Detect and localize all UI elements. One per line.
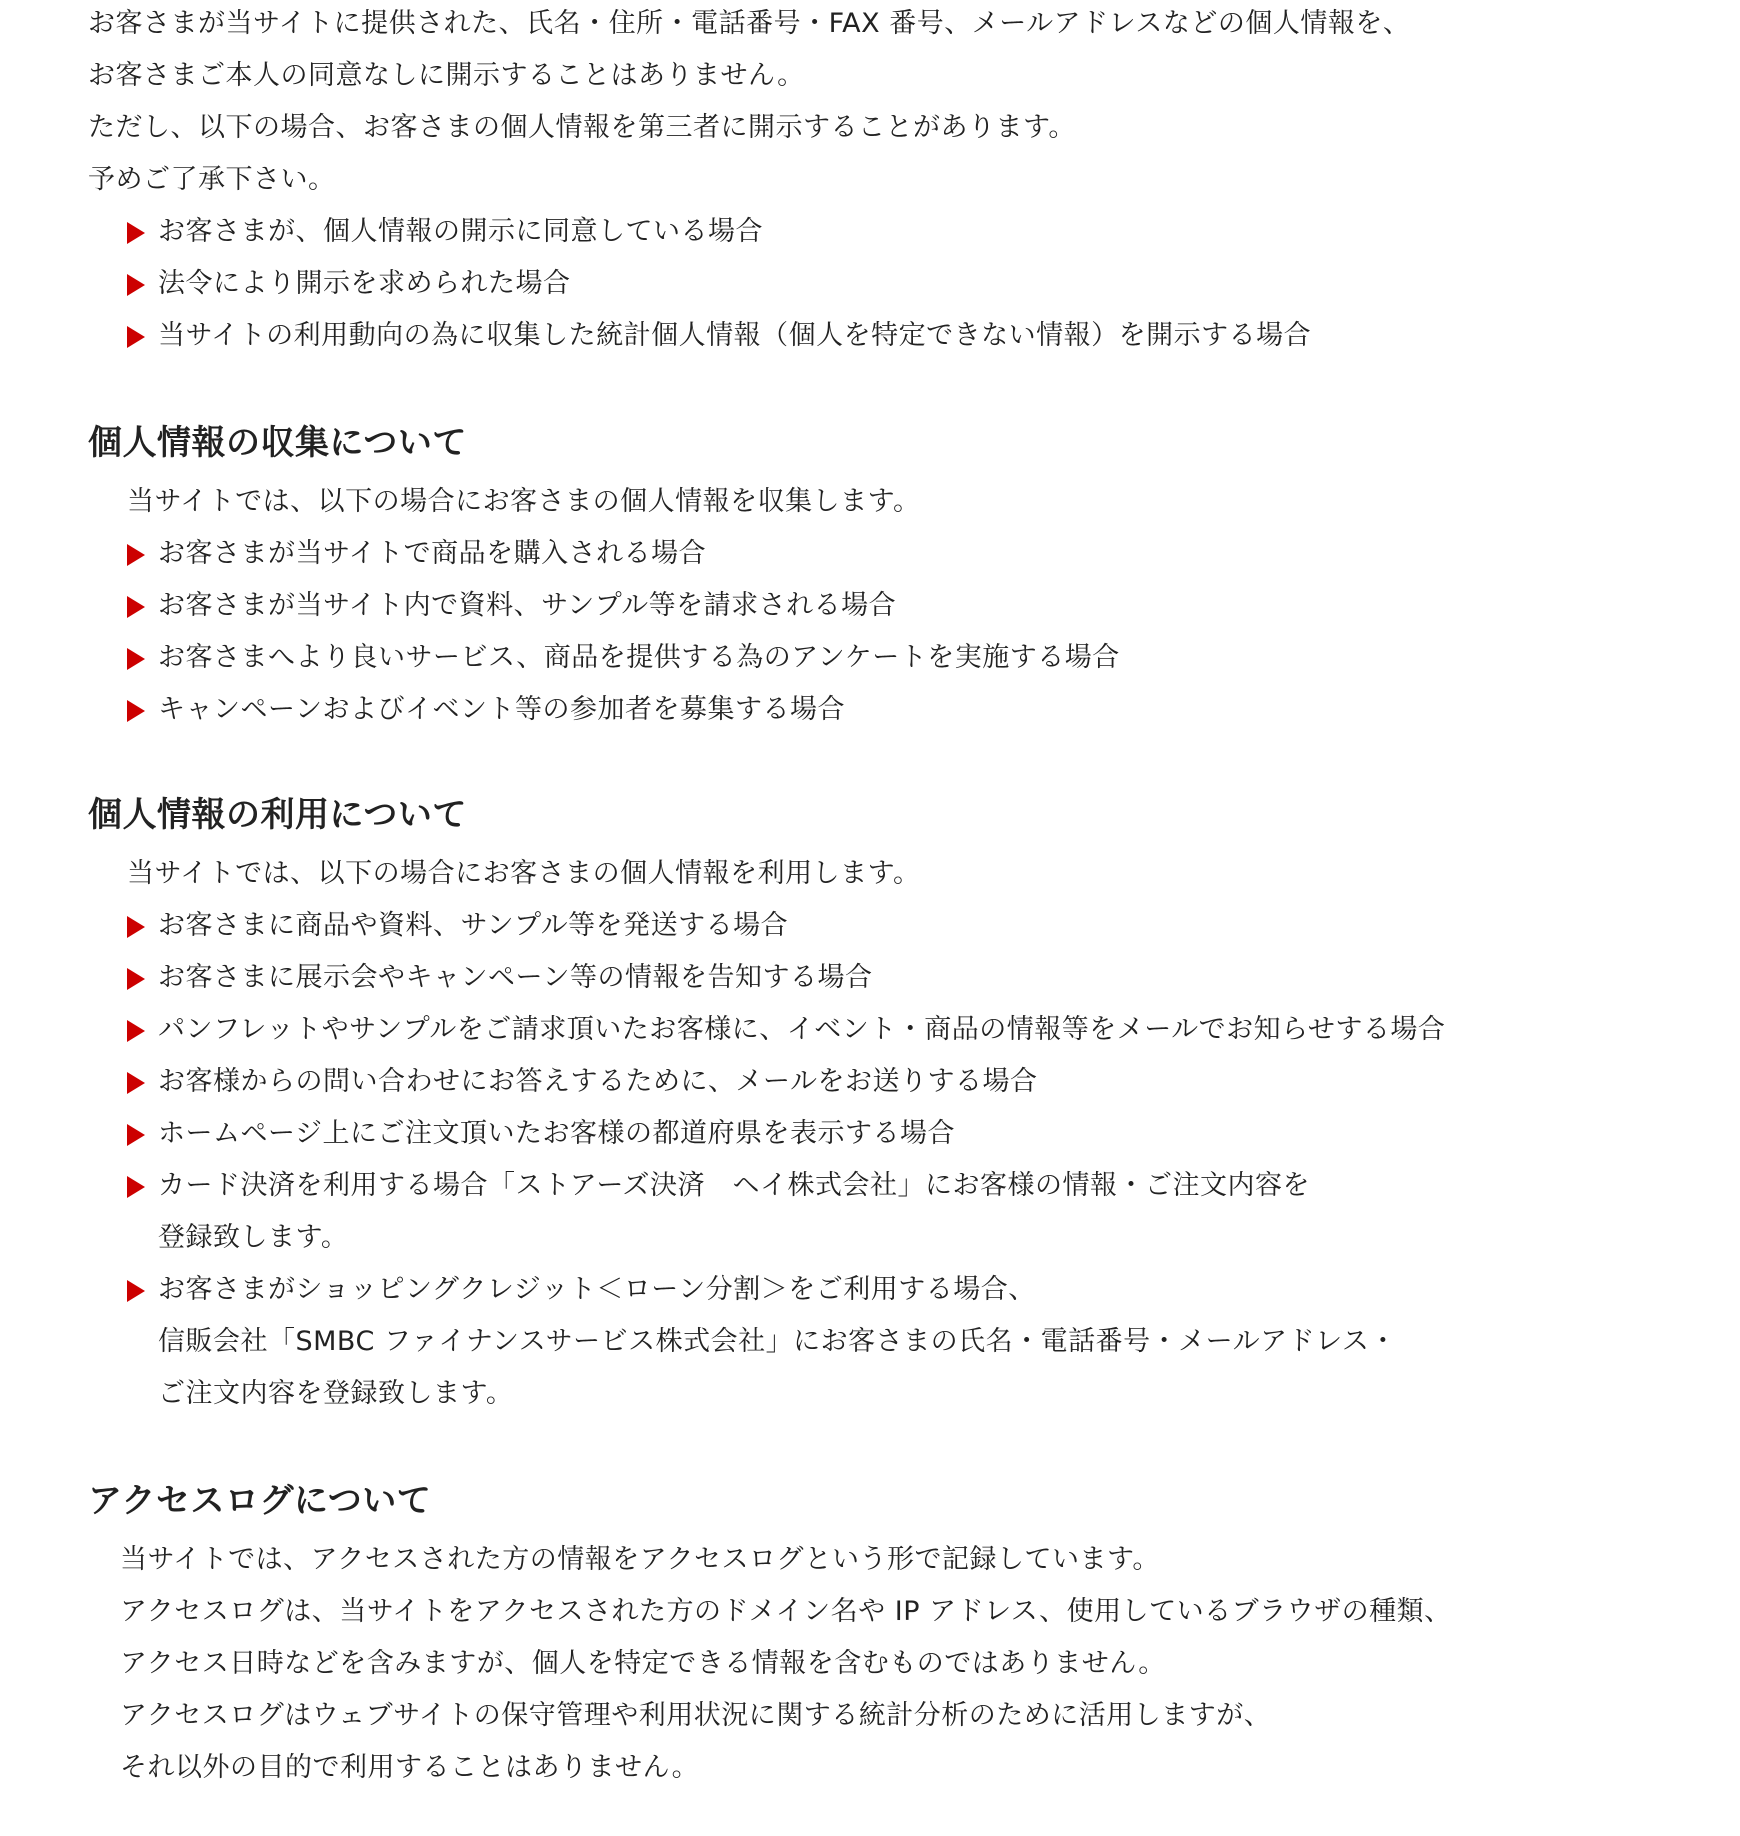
usage-list-item: お客さまがショッピングクレジット＜ローン分割＞をご利用する場合、 [158,1274,1036,1305]
accesslog-line: それ以外の目的で利用することはありません。 [120,1752,700,1783]
collection-heading: 個人情報の収集について [88,423,467,463]
usage-list-item: お客さまに商品や資料、サンプル等を発送する場合 [158,910,789,941]
bullet-triangle-icon [127,544,145,566]
bullet-triangle-icon [127,1124,145,1146]
disclosure-list-item: お客さまが、個人情報の開示に同意している場合 [158,216,763,247]
disclosure-intro-line: お客さまご本人の同意なしに開示することはありません。 [88,60,805,91]
accesslog-heading: アクセスログについて [88,1481,432,1521]
disclosure-list-item: 法令により開示を求められた場合 [158,268,571,299]
accesslog-line: アクセス日時などを含みますが、個人を特定できる情報を含むものではありません。 [120,1648,1166,1679]
disclosure-intro-line: ただし、以下の場合、お客さまの個人情報を第三者に開示することがあります。 [88,112,1076,143]
usage-list-item: お客さまに展示会やキャンペーン等の情報を告知する場合 [158,962,873,993]
bullet-triangle-icon [127,1072,145,1094]
bullet-triangle-icon [127,274,145,296]
usage-list-item: カード決済を利用する場合「ストアーズ決済 ヘイ株式会社」にお客様の情報・ご注文内容を [158,1170,1311,1201]
bullet-triangle-icon [127,916,145,938]
bullet-triangle-icon [127,596,145,618]
bullet-triangle-icon [127,1280,145,1302]
usage-intro: 当サイトでは、以下の場合にお客さまの個人情報を利用します。 [127,858,921,889]
bullet-triangle-icon [127,968,145,990]
disclosure-intro-line: お客さまが当サイトに提供された、氏名・住所・電話番号・FAX 番号、メールアドレスなどの個人情報を、 [88,8,1411,39]
bullet-triangle-icon [127,700,145,722]
disclosure-intro-line: 予めご了承下さい。 [88,164,336,195]
usage-list-item: ホームページ上にご注文頂いたお客様の都道府県を表示する場合 [158,1118,955,1149]
collection-intro: 当サイトでは、以下の場合にお客さまの個人情報を収集します。 [127,486,921,517]
collection-list-item: キャンペーンおよびイベント等の参加者を募集する場合 [158,694,845,725]
bullet-triangle-icon [127,1020,145,1042]
collection-list-item: お客さまへより良いサービス、商品を提供する為のアンケートを実施する場合 [158,642,1120,673]
collection-list-item: お客さまが当サイト内で資料、サンプル等を請求される場合 [158,590,897,621]
accesslog-line: 当サイトでは、アクセスされた方の情報をアクセスログという形で記録しています。 [120,1544,1160,1575]
usage-list-item-continuation: ご注文内容を登録致します。 [158,1378,514,1409]
usage-heading: 個人情報の利用について [88,795,467,835]
usage-list-item-continuation: 登録致します。 [158,1222,349,1253]
disclosure-list-item: 当サイトの利用動向の為に収集した統計個人情報（個人を特定できない情報）を開示する場合 [158,320,1312,351]
collection-list-item: お客さまが当サイトで商品を購入される場合 [158,538,707,569]
usage-list-item: お客様からの問い合わせにお答えするために、メールをお送りする場合 [158,1066,1038,1097]
bullet-triangle-icon [127,326,145,348]
usage-list-item: パンフレットやサンプルをご請求頂いたお客様に、イベント・商品の情報等をメールでお知らせする場合 [158,1014,1446,1045]
bullet-triangle-icon [127,222,145,244]
accesslog-line: アクセスログはウェブサイトの保守管理や利用状況に関する統計分析のために活用しますが、 [120,1700,1272,1731]
accesslog-line: アクセスログは、当サイトをアクセスされた方のドメイン名や IP アドレス、使用しているブラウザの種類、 [120,1596,1452,1627]
bullet-triangle-icon [127,1176,145,1198]
bullet-triangle-icon [127,648,145,670]
usage-list-item-continuation: 信販会社「SMBC ファイナンスサービス株式会社」にお客さまの氏名・電話番号・メールアドレス・ [158,1326,1397,1357]
